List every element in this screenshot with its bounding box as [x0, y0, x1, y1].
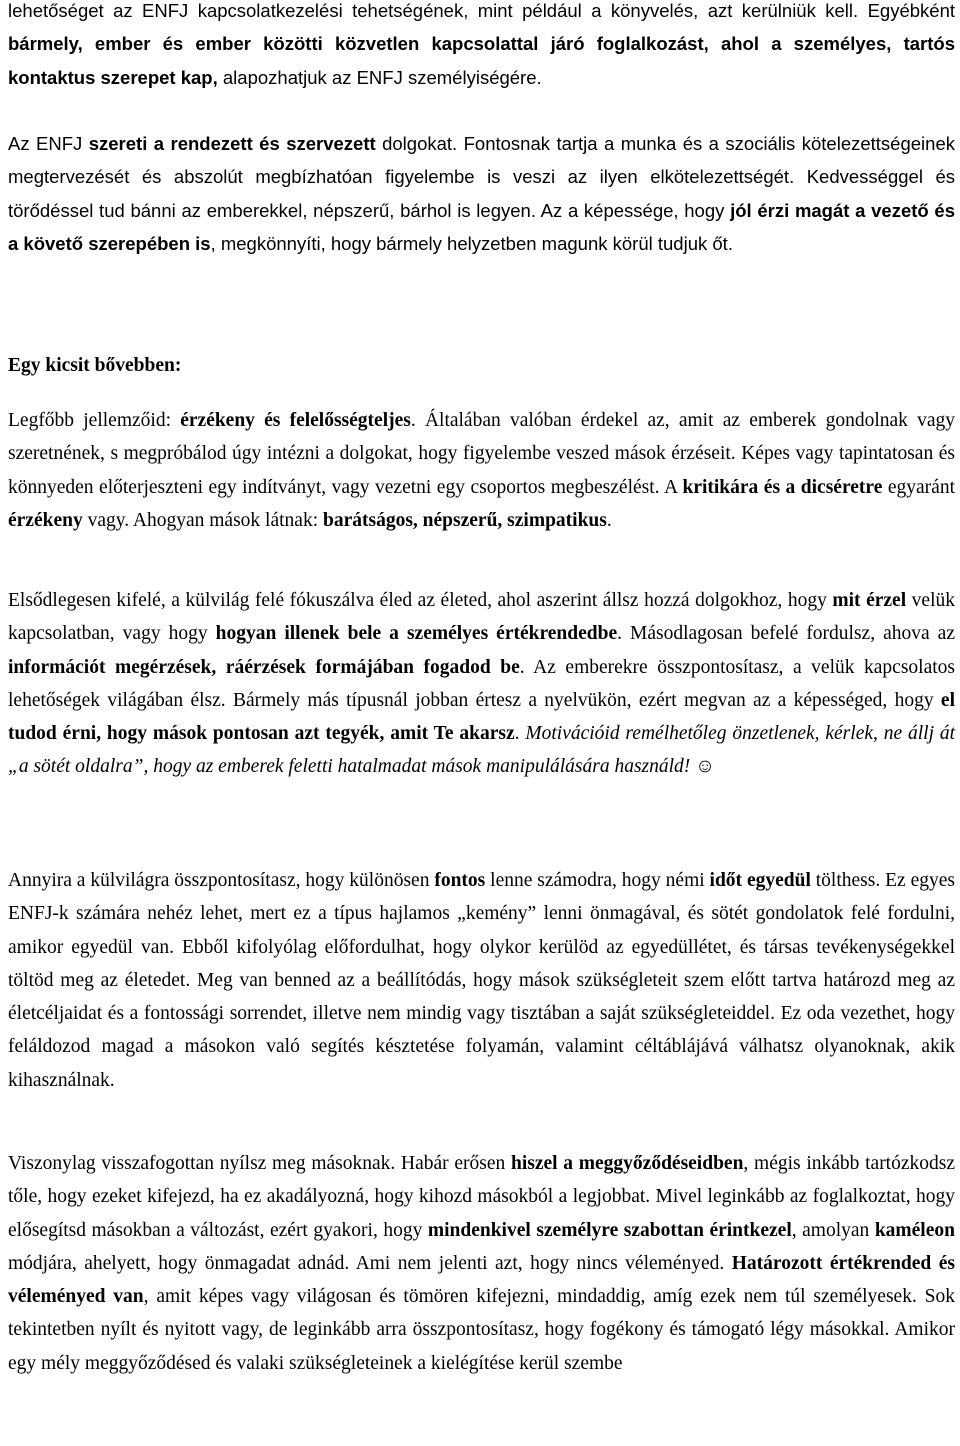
text-run: kritikára és a dicséretre [682, 476, 883, 498]
text-run: érzékeny és felelősségteljes [180, 410, 411, 431]
text-run: hiszel a meggyőződéseidben [510, 1153, 744, 1174]
text-run: bármely, ember és ember közötti közvetlen kapcsolattal járó foglalkozást, ahol a személyes, tartós kontaktus szerepet kap, [8, 33, 955, 88]
text-run: . [514, 723, 526, 745]
text-run: érzékeny [8, 509, 83, 531]
text-run: mit érzel [832, 590, 907, 611]
text-run: Annyira a külvilágra összpontosítasz, hogy különösen [8, 870, 435, 891]
text-run: velük kapcsolatban, vagy hogy [8, 590, 955, 645]
text-run: , amit képes vagy világosan és tömören kifejezni, mindaddig, amíg ezek nem túl személyesek. Sok tekintetben nyílt és nyitott vagy, de leginkább arra összpontosítasz, hogy fogékony és támogató légy másokkal. Amikor egy mély meggyőződésed és valaki szükségleteinek a kielégítése kerül szembe [8, 1286, 955, 1374]
paragraph-organized [8, 127, 955, 260]
section-heading: Egy kicsit bővebben: [8, 355, 182, 376]
text-run: Határozott értékrended és véleményed van [8, 1252, 955, 1308]
text-run: . Az emberekre összpontosítasz, a velük kapcsolatos lehetőségek világában élsz. Bármely más típusnál jobban értesz a nyelvükön, ezért megvan az a képességed, hogy [8, 656, 956, 711]
text-run: el tudod érni, hogy mások pontosan azt tegyék, amit Te akarsz [8, 689, 955, 745]
text-run: szereti a rendezett és szervezett [88, 133, 376, 154]
text-run: alapozhatjuk az ENFJ személyiségére. [217, 66, 542, 88]
text-run: Motivációid remélhetőleg önzetlenek, kérlek, ne állj át „a sötét oldalra”, hogy az emberek feletti hatalmadat mások manipulálására használd! [8, 723, 956, 778]
text-run: . Általában valóban érdekel az, amit az emberek gondolnak vagy szeretnének, s megpróbálod úgy intézni a dolgokat, hogy figyelembe veszed mások érzéseit. Képes vagy tapintatosan és könnyeden előterjeszteni egy indítványt, vagy vezetni egy csoportos megbeszélést. A [8, 410, 955, 498]
text-run: ☺ [690, 756, 716, 778]
text-run: vagy. Ahogyan mások látnak: [82, 509, 323, 531]
text-run: lehetőséget az ENFJ kapcsolatkezelési tehetségének, mint például a könyvelés, azt kerülniük kell. Egyébként [8, 0, 955, 21]
paragraph-alone-time [8, 864, 955, 1097]
text-run: információt megérzések, ráérzések formájában fogadod be [8, 656, 520, 678]
text-run: . Másodlagosan befelé fordulsz, ahova az [617, 623, 955, 645]
text-run: hogyan illenek bele a személyes értékrendedbe [215, 623, 618, 645]
text-run: , megkönnyíti, hogy bármely helyzetben magunk körül tudjuk őt. [210, 232, 733, 254]
text-run: fontos [434, 870, 486, 891]
text-run: dolgokat. Fontosnak tartja a munka és a szociális kötelezettségeinek megtervezését és abszolút megbízhatóan figyelembe is veszi az ilyen elkötelezettségét. Kedvességgel és törődéssel tud bánni az emberekkel, népszerű, bárhol is legyen. Az a képessége, hogy [8, 133, 955, 221]
text-run: barátságos, népszerű, szimpatikus [323, 509, 607, 531]
text-run: egyaránt [882, 476, 955, 498]
text-run: lenne számodra, hogy némi [485, 870, 710, 891]
paragraph-reserved [8, 1147, 955, 1380]
paragraph-main-traits [8, 404, 955, 537]
text-run: , mégis inkább tartózkodsz tőle, hogy ezeket kifejezd, ha ez akadályozná, hogy kihozd másokból a legjobbat. Mivel leginkább az foglalkoztat, hogy elősegítsd másokban a változást, ezért gyakori, hogy [8, 1153, 956, 1241]
text-run: időt egyedül [709, 870, 811, 891]
text-run: jól érzi magát a vezető és a követő szerepében is [8, 199, 955, 254]
paragraph-primary-focus [8, 584, 955, 784]
text-run: Az ENFJ [8, 133, 89, 154]
text-run: mindenkivel személyre szabottan érintkezel [427, 1219, 792, 1241]
text-run: , amolyan [791, 1219, 875, 1241]
text-run: tölthess. Ez egyes ENFJ-k számára nehéz lehet, mert ez a típus hajlamos „kemény” lenni önmagával, és sötét gondolatok felé fordulni, amikor egyedül van. Ebből kifolyólag előfordulhat, hogy olykor kerülöd az egyedüllétet, és társas tevékenységekkel töltöd meg az életedet. Meg van benned az a beállítódás, hogy mások szükségleteit szem előtt tartva határozd meg az életcéljaidat és a fontossági sorrendet, illetve nem mindig vagy tisztában a saját szükségleteiddel. Ez oda vezethet, hogy feláldozod magad a másokon való segítés késztetése folyamán, valamint céltáblájává válhatsz olyanoknak, akik kihasználnak. [8, 870, 955, 1091]
text-run: Legfőbb jellemzőid: [8, 410, 181, 431]
text-run: . [606, 509, 612, 531]
paragraph-career [8, 0, 955, 94]
text-run: módjára, ahelyett, hogy önmagadat adnád. Ami nem jelenti azt, hogy nincs véleményed. [8, 1252, 732, 1274]
text-run: Elsődlegesen kifelé, a külvilág felé fókuszálva éled az életed, ahol aszerint állsz hozzá dolgokhoz, hogy [8, 590, 833, 611]
text-run: kaméleon [874, 1219, 955, 1241]
text-run: Viszonylag visszafogottan nyílsz meg másoknak. Habár erősen [8, 1153, 511, 1174]
